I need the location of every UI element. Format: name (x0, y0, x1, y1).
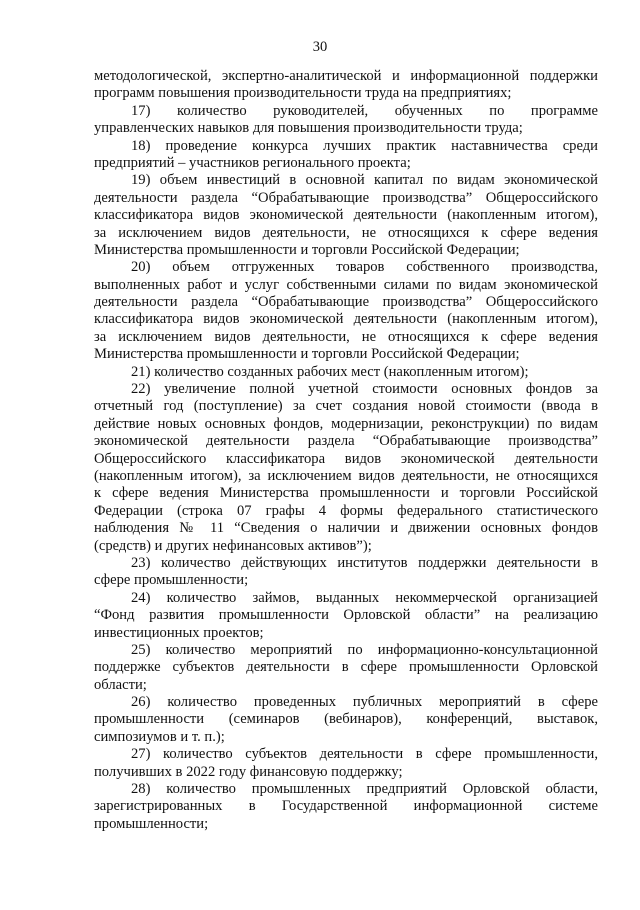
text-line: предприятий – участников регионального проекта; (94, 154, 411, 171)
text-line: промышленности (семинаров (вебинаров), конференций, выставок, (94, 711, 598, 728)
text-line: “Фонд развития промышленности Орловской области” на реализацию (94, 607, 598, 624)
text-line: области; (94, 676, 147, 693)
text-line: за исключением видов деятельности, не относящихся к сфере ведения (94, 328, 598, 345)
text-line: методологической, экспертно-аналитической и информационной поддержки (94, 68, 598, 84)
text-line: Министерства промышленности и торговли Российской Федерации; (94, 241, 520, 258)
text-line: промышленности; (94, 815, 209, 832)
text-line: 19) объем инвестиций в основной капитал по видам экономической (131, 172, 598, 189)
text-line: 22) увеличение полной учетной стоимости основных фондов за (131, 381, 598, 398)
text-line: 25) количество мероприятий по информационно-консультационной (131, 641, 598, 658)
text-line: симпозиумов и т. п.); (94, 728, 225, 745)
text-line: Общероссийского классификатора видов экономической деятельности (94, 450, 598, 467)
text-line: 24) количество займов, выданных некоммерческой организацией (131, 589, 598, 606)
text-line: 20) объем отгруженных товаров собственного производства, (131, 259, 598, 276)
text-line: 18) проведение конкурса лучших практик наставничества среди (131, 137, 598, 154)
text-line: наблюдения № 11 “Сведения о наличии и движении основных фондов (94, 520, 598, 537)
text-line: (средств) и других нефинансовых активов”); (94, 537, 372, 554)
text-line: Министерства промышленности и торговли Российской Федерации; (94, 346, 520, 363)
text-line: 17) количество руководителей, обученных по программе (131, 102, 598, 119)
text-line: программ повышения производительности труда на предприятиях; (94, 85, 512, 102)
text-line: классификатора видов экономической деятельности (накопленным итогом), (94, 207, 598, 224)
text-line: сфере промышленности; (94, 572, 249, 589)
page-number: 30 (312, 39, 328, 55)
text-line: поддержке субъектов деятельности в сфере промышленности Орловской (94, 659, 598, 676)
text-line: деятельности раздела “Обрабатывающие производства” Общероссийского (94, 294, 598, 311)
text-line: за исключением видов деятельности, не относящихся к сфере ведения (94, 224, 598, 241)
text-line: 23) количество действующих институтов поддержки деятельности в (131, 554, 598, 571)
text-line: зарегистрированных в Государственной информационной системе (94, 798, 598, 815)
text-line: к сфере ведения Министерства промышленности и торговли Российской (94, 485, 598, 502)
text-line: управленческих навыков для повышения производительности труда; (94, 120, 523, 137)
text-line: Федерации (строка 07 графы 4 формы федерального статистического (94, 502, 598, 519)
text-line: 28) количество промышленных предприятий Орловской области, (131, 781, 598, 798)
text-line: классификатора видов экономической деятельности (накопленным итогом), (94, 311, 598, 328)
text-line: (накопленным итогом), за исключением видов деятельности, не относящихся (94, 467, 598, 484)
text-line: выполненных работ и услуг собственными силами по видам экономической (94, 276, 598, 293)
text-line: деятельности раздела “Обрабатывающие производства” Общероссийского (94, 189, 598, 206)
text-line: 27) количество субъектов деятельности в сфере промышленности, (131, 746, 598, 763)
document-body (94, 68, 598, 833)
text-line: отчетный год (поступление) за счет создания новой стоимости (ввода в (94, 398, 598, 415)
text-line: действие новых основных фондов, модернизации, реконструкции) по видам (94, 415, 598, 432)
text-line: инвестиционных проектов; (94, 624, 264, 641)
text-line: 21) количество созданных рабочих мест (накопленным итогом); (131, 363, 529, 380)
text-line: экономической деятельности раздела “Обрабатывающие производства” (94, 433, 598, 450)
text-line: 26) количество проведенных публичных мероприятий в сфере (131, 694, 598, 711)
text-line: получивших в 2022 году финансовую поддержку; (94, 763, 403, 780)
